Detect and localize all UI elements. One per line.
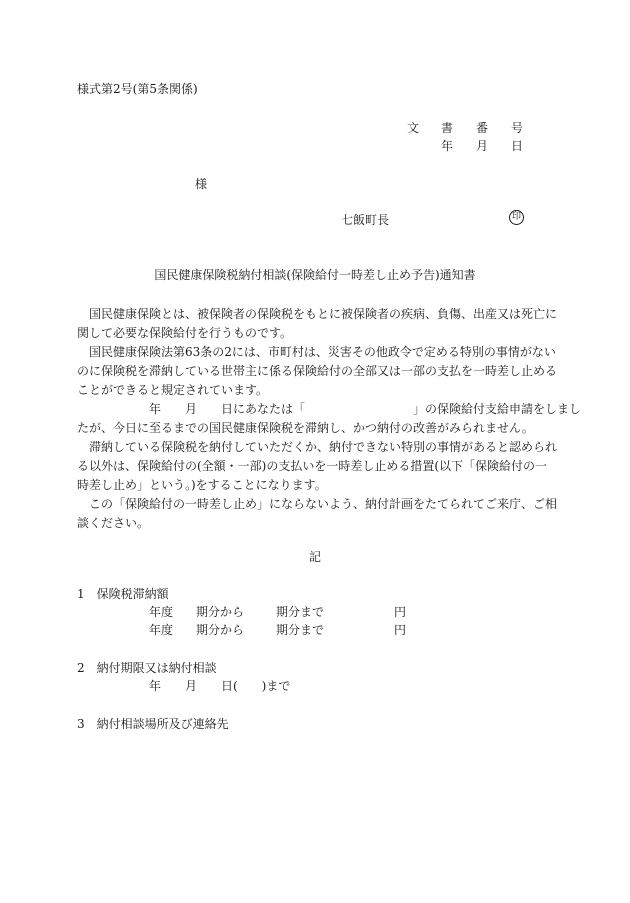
date-month: 月 [476,139,489,153]
body-line: この「保険給付の一時差し止め」にならないよう、納付計画をたてられてご来庁、ご相 [77,497,558,511]
body-line: ことができると規定されています。 [77,383,269,397]
body-text [77,305,582,533]
body-line: 滞納している保険税を納付していただくか、納付できない特別の事情があると認められ [77,440,558,454]
document-title: 国民健康保険税納付相談(保険給付一時差し止め予告)通知書 [154,268,476,282]
date-year: 年 [441,139,454,153]
row-1-to: 期分まで [276,605,325,619]
body-line: たが、今日に至るまでの国民健康保険税を滞納し、かつ納付の改善がみられません。 [77,421,534,435]
body-line: 年 月 日にあなたは「 」の保険給付支給申請をしまし [77,402,582,416]
section-1-heading: 1 保険税滞納額 [77,587,169,601]
row-2-from: 期分から [196,623,245,637]
body-line: 談ください。 [77,516,150,530]
doc-number-char-go: 号 [511,121,524,135]
body-line: る以外は、保険給付の(全額・一部)の支払いを一時差し止める措置(以下「保険給付の一 [77,459,548,473]
row-1-year: 年度 [149,605,174,619]
body-line: 国民健康保険法第63条の2には、市町村は、災害その他政令で定める特別の事情がない [77,345,556,359]
body-line: のに保険税を滞納している世帯主に係る保険給付の全部又は一部の支払を一時差し止める [77,364,558,378]
row-2-year: 年度 [149,623,174,637]
section-3-heading: 3 納付相談場所及び連絡先 [77,717,229,731]
row-2-to: 期分まで [276,623,325,637]
issuer-name: 七飯町長 [341,213,390,227]
row-1-yen: 円 [394,605,407,619]
body-line: 関して必要な保険給付を行うものです。 [77,326,293,340]
section-2-heading: 2 納付期限又は納付相談 [77,661,217,675]
form-label: 様式第2号(第5条関係) [77,82,198,96]
doc-number-char-sho: 書 [441,121,454,135]
doc-number-char-bun: 文 [407,121,420,135]
ki-heading: 記 [308,550,321,564]
recipient-suffix: 様 [195,177,208,191]
row-2-yen: 円 [394,623,407,637]
body-line: 国民健康保険とは、被保険者の保険税をもとに被保険者の疾病、負傷、出産又は死亡に [77,307,558,321]
row-1-from: 期分から [196,605,245,619]
seal-mark: 印 [509,210,524,225]
deadline-date-line: 年 月 日( )まで [149,679,291,693]
body-line: 時差し止め」という。)をすることになります。 [77,478,327,492]
doc-number-char-ban: 番 [476,121,489,135]
date-day: 日 [511,139,524,153]
